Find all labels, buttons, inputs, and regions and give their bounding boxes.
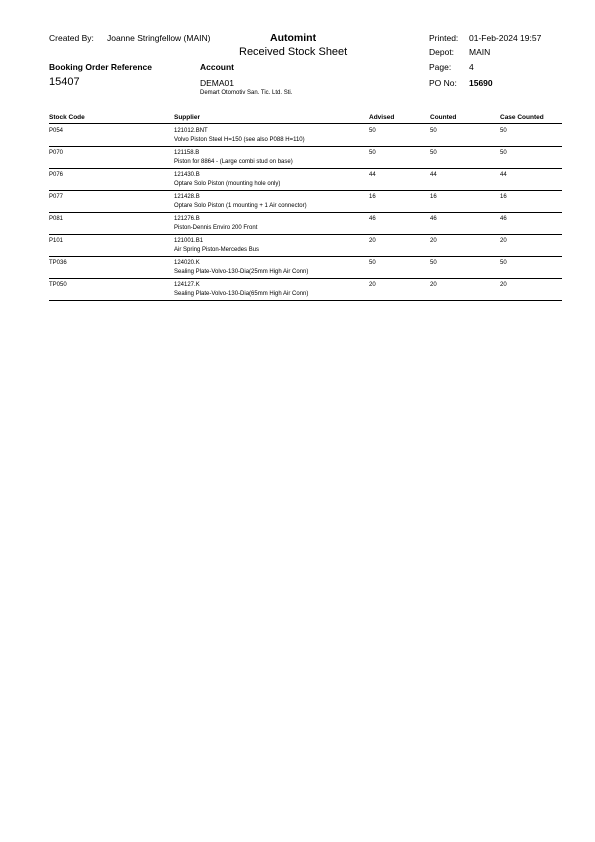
created-by-label: Created By: bbox=[49, 33, 94, 43]
counted-qty: 46 bbox=[430, 216, 437, 222]
col-advised: Advised bbox=[369, 114, 395, 121]
supplier-code: 124020.K bbox=[174, 260, 200, 266]
advised-qty: 16 bbox=[369, 194, 376, 200]
case-counted-qty: 50 bbox=[500, 128, 507, 134]
case-counted-qty: 46 bbox=[500, 216, 507, 222]
item-description: Air Spring Piston-Mercedes Bus bbox=[174, 247, 260, 253]
counted-qty: 50 bbox=[430, 260, 437, 266]
case-counted-qty: 44 bbox=[500, 172, 507, 178]
printed-label: Printed: bbox=[429, 33, 459, 43]
row-divider bbox=[49, 278, 562, 279]
item-description: Sealing Plate-Volvo-130-Dia(25mm High Air Conn) bbox=[174, 269, 309, 275]
row-divider bbox=[49, 300, 562, 301]
supplier-code: 124127.K bbox=[174, 282, 200, 288]
stock-code: P054 bbox=[49, 128, 64, 134]
counted-qty: 50 bbox=[430, 150, 437, 156]
po-label: PO No: bbox=[429, 78, 457, 88]
stock-code: TP050 bbox=[49, 282, 67, 288]
item-description: Piston for 8864 - (Large combi stud on base) bbox=[174, 159, 293, 165]
counted-qty: 50 bbox=[430, 128, 437, 134]
counted-qty: 20 bbox=[430, 238, 437, 244]
col-case-counted: Case Counted bbox=[500, 114, 544, 121]
row-divider bbox=[49, 146, 562, 147]
col-counted: Counted bbox=[430, 114, 457, 121]
supplier-code: 121430.B bbox=[174, 172, 200, 178]
counted-qty: 16 bbox=[430, 194, 437, 200]
depot-label: Depot: bbox=[429, 47, 455, 57]
supplier-code: 121012.BNT bbox=[174, 128, 208, 134]
advised-qty: 50 bbox=[369, 150, 376, 156]
row-divider bbox=[49, 256, 562, 257]
item-description: Piston-Dennis Enviro 200 Front bbox=[174, 225, 258, 231]
header-divider bbox=[49, 123, 562, 124]
row-divider bbox=[49, 168, 562, 169]
created-by-value: Joanne Stringfellow (MAIN) bbox=[107, 33, 211, 43]
counted-qty: 20 bbox=[430, 282, 437, 288]
page-value: 4 bbox=[469, 62, 474, 72]
case-counted-qty: 20 bbox=[500, 238, 507, 244]
item-description: Sealing Plate-Volvo-130-Dia(65mm High Air Conn) bbox=[174, 291, 309, 297]
row-divider bbox=[49, 212, 562, 213]
page-label: Page: bbox=[429, 62, 452, 72]
printed-value: 01-Feb-2024 19:57 bbox=[469, 33, 542, 43]
company-name: Automint bbox=[270, 32, 317, 44]
supplier-code: 121276.B bbox=[174, 216, 200, 222]
advised-qty: 50 bbox=[369, 260, 376, 266]
item-description: Volvo Piston Steel H=150 (see also P088 H=110) bbox=[174, 137, 305, 143]
advised-qty: 20 bbox=[369, 238, 376, 244]
case-counted-qty: 16 bbox=[500, 194, 507, 200]
stock-code: TP036 bbox=[49, 260, 67, 266]
booking-ref-label: Booking Order Reference bbox=[49, 62, 152, 72]
col-stock-code: Stock Code bbox=[49, 114, 85, 121]
stock-code: P101 bbox=[49, 238, 64, 244]
case-counted-qty: 50 bbox=[500, 260, 507, 266]
row-divider bbox=[49, 190, 562, 191]
col-supplier: Supplier bbox=[174, 114, 201, 121]
sheet-title: Received Stock Sheet bbox=[239, 46, 348, 58]
item-description: Optare Solo Piston (mounting hole only) bbox=[174, 181, 281, 187]
account-name: Demart Otomotiv San. Tic. Ltd. Sti. bbox=[200, 90, 293, 96]
advised-qty: 46 bbox=[369, 216, 376, 222]
item-description: Optare Solo Piston (1 mounting + 1 Air connector) bbox=[174, 203, 307, 209]
supplier-code: 121001.B1 bbox=[174, 238, 204, 244]
advised-qty: 50 bbox=[369, 128, 376, 134]
supplier-code: 121158.B bbox=[174, 150, 200, 156]
po-value: 15690 bbox=[469, 78, 493, 88]
stock-code: P070 bbox=[49, 150, 64, 156]
booking-ref-value: 15407 bbox=[49, 76, 80, 88]
account-label: Account bbox=[200, 62, 234, 72]
advised-qty: 44 bbox=[369, 172, 376, 178]
depot-value: MAIN bbox=[469, 47, 491, 57]
stock-code: P077 bbox=[49, 194, 64, 200]
advised-qty: 20 bbox=[369, 282, 376, 288]
row-divider bbox=[49, 234, 562, 235]
case-counted-qty: 20 bbox=[500, 282, 507, 288]
account-code: DEMA01 bbox=[200, 78, 235, 88]
case-counted-qty: 50 bbox=[500, 150, 507, 156]
stock-code: P076 bbox=[49, 172, 64, 178]
stock-code: P081 bbox=[49, 216, 64, 222]
counted-qty: 44 bbox=[430, 172, 437, 178]
supplier-code: 121428.B bbox=[174, 194, 200, 200]
